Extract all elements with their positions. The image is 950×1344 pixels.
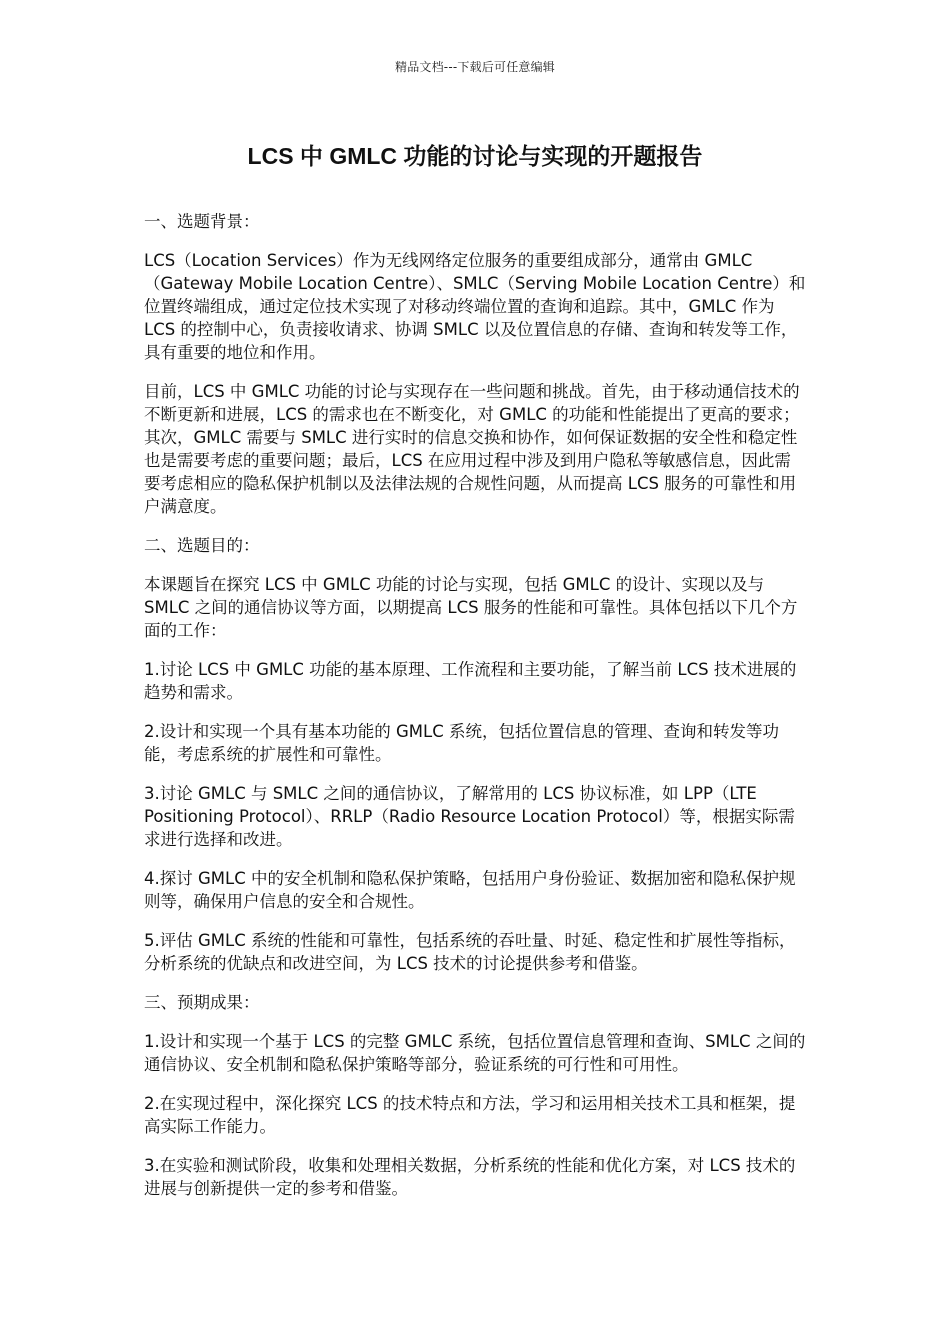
paragraph: LCS（Location Services）作为无线网络定位服务的重要组成部分，通常由 GMLC（Gateway Mobile Location Centre）、SMLC（Serving Mobile Location Centre）和位置终端组成，通过定位技术实现了对移动终端位置的查询和追踪。其中，GMLC 作为 LCS 的控制中心，负责接收请求、协调 SMLC 以及位置信息的存储、查询和转发等工作，具有重要的地位和作用。 (144, 251, 806, 362)
list-item: 5.评估 GMLC 系统的性能和可靠性，包括系统的吞吐量、时延、稳定性和扩展性等指标，分析系统的优缺点和改进空间，为 LCS 技术的讨论提供参考和借鉴。 (144, 931, 796, 973)
section-heading-purpose: 二、选题目的： (144, 536, 260, 555)
list-item: 3.在实验和测试阶段，收集和处理相关数据，分析系统的性能和优化方案，对 LCS 技术的进展与创新提供一定的参考和借鉴。 (144, 1156, 796, 1198)
document-body (144, 210, 806, 1216)
list-item: 4.探讨 GMLC 中的安全机制和隐私保护策略，包括用户身份验证、数据加密和隐私保护规则等，确保用户信息的安全和合规性。 (144, 869, 796, 911)
list-item: 2.在实现过程中，深化探究 LCS 的技术特点和方法，学习和运用相关技术工具和框架，提高实际工作能力。 (144, 1094, 796, 1136)
list-item: 1.设计和实现一个基于 LCS 的完整 GMLC 系统，包括位置信息管理和查询、SMLC 之间的通信协议、安全机制和隐私保护策略等部分，验证系统的可行性和可用性。 (144, 1032, 806, 1074)
document-title: LCS 中 GMLC 功能的讨论与实现的开题报告 (247, 143, 703, 169)
list-item: 2.设计和实现一个具有基本功能的 GMLC 系统，包括位置信息的管理、查询和转发等功能，考虑系统的扩展性和可靠性。 (144, 722, 779, 764)
paragraph: 目前，LCS 中 GMLC 功能的讨论与实现存在一些问题和挑战。首先，由于移动通信技术的不断更新和进展，LCS 的需求也在不断变化，对 GMLC 的功能和性能提出了更高的要求；其次，GMLC 需要与 SMLC 进行实时的信息交换和协作，如何保证数据的安全性和稳定性也是需要考虑的重要问题；最后，LCS 在应用过程中涉及到用户隐私等敏感信息，因此需要考虑相应的隐私保护机制以及法律法规的合规性问题，从而提高 LCS 服务的可靠性和用户满意度。 (144, 382, 800, 516)
header-note: 精品文档---下载后可任意编辑 (395, 60, 555, 74)
list-item: 1.讨论 LCS 中 GMLC 功能的基本原理、工作流程和主要功能，了解当前 LCS 技术进展的趋势和需求。 (144, 660, 797, 702)
section-heading-expected-results: 三、预期成果： (144, 993, 260, 1012)
section-heading-background: 一、选题背景： (144, 212, 260, 231)
paragraph: 本课题旨在探究 LCS 中 GMLC 功能的讨论与实现，包括 GMLC 的设计、实现以及与 SMLC 之间的通信协议等方面，以期提高 LCS 服务的性能和可靠性。具体包括以下几个方面的工作： (144, 575, 798, 640)
list-item: 3.讨论 GMLC 与 SMLC 之间的通信协议，了解常用的 LCS 协议标准，如 LPP（LTE Positioning Protocol）、RRLP（Radio Resource Location Protocol）等，根据实际需求进行选择和改进。 (144, 784, 795, 849)
